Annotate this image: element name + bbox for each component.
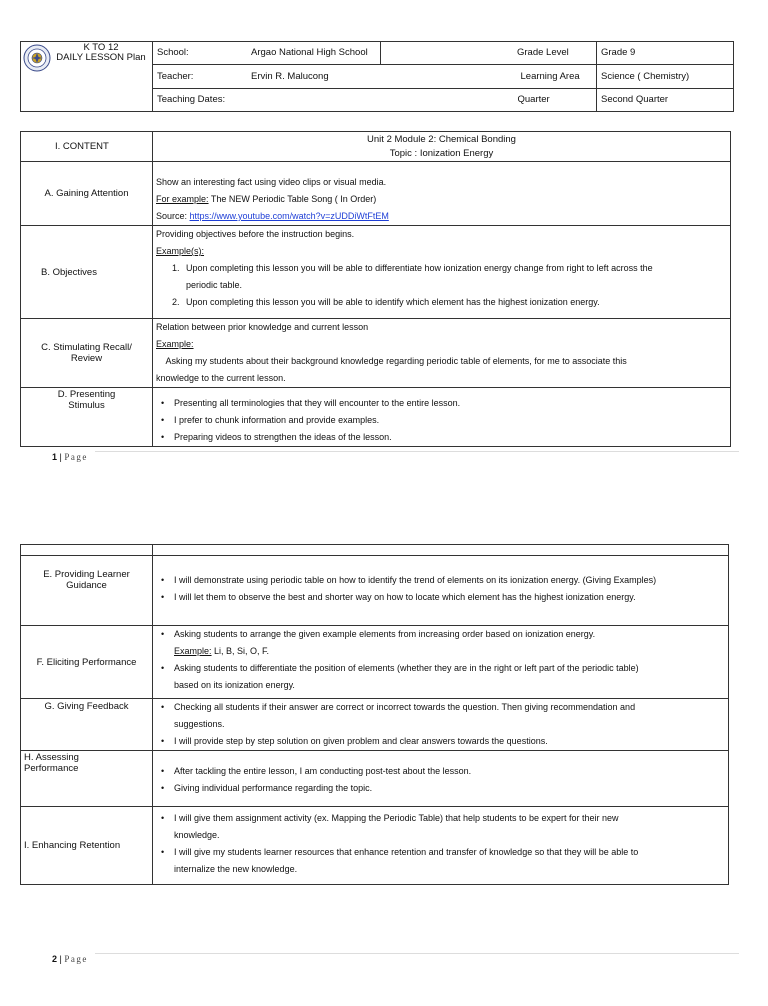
objectives-label: B. Objectives — [41, 266, 97, 278]
objective-2-text: Upon completing this lesson you will be able to identify which element has the highest ionization energy. — [186, 297, 600, 307]
g-bullet-1-text: Checking all students if their answer are correct or incorrect towards the question. Then giving recommendation and — [174, 702, 636, 712]
bullet-icon: • — [161, 736, 165, 746]
grade-value: Grade 9 — [601, 47, 636, 58]
stimulus-row — [21, 388, 731, 447]
eliciting-label: F. Eliciting Performance — [36, 656, 137, 668]
school-label: School: — [157, 47, 189, 58]
feedback-label: G. Giving Feedback — [44, 701, 129, 712]
f-bullet-2 — [156, 660, 728, 677]
objective-1-num: 1. — [172, 263, 180, 273]
i-bullet-2 — [156, 844, 728, 861]
objective-1-text: Upon completing this lesson you will be able to differentiate how ionization energy change from right to left across the — [186, 263, 653, 273]
f-bullet-1 — [156, 626, 728, 643]
e-bullet-2 — [156, 589, 728, 606]
lesson-table-page1 — [20, 131, 731, 447]
objective-2 — [156, 294, 730, 311]
teacher-label: Teacher: — [157, 71, 194, 82]
bullet-icon: • — [161, 629, 165, 639]
c-line3: Asking my students about their background knowledge regarding periodic table of elements, for me to associate this — [156, 356, 627, 366]
d-bullet-3 — [156, 429, 730, 446]
guidance-label-1: E. Providing Learner — [43, 569, 130, 580]
b-line1: Providing objectives before the instruction begins. — [156, 229, 355, 239]
recall-label-2: Review — [70, 353, 103, 364]
area-value-cell — [597, 65, 734, 89]
header-table — [20, 41, 734, 112]
c-line4: knowledge to the current lesson. — [156, 373, 286, 383]
bullet-icon: • — [161, 783, 165, 793]
content-row — [21, 132, 731, 162]
bullet-icon: • — [161, 847, 165, 857]
page-word-1: Page — [64, 452, 88, 462]
a-example — [156, 191, 730, 208]
stimulus-label-2: Stimulus — [68, 400, 105, 411]
h-bullet-1 — [156, 763, 728, 780]
a-source-label: Source: — [156, 211, 190, 221]
area-value: Science ( Chemistry) — [601, 71, 690, 82]
page-number-1: 1 — [52, 452, 58, 462]
assessing-label-2: Performance — [24, 763, 79, 774]
objectives-row — [21, 226, 731, 319]
page-divider-1 — [95, 451, 739, 452]
d-bullet-2-text: I prefer to chunk information and provide examples. — [174, 415, 380, 425]
h-bullet-2 — [156, 780, 728, 797]
bullet-icon: • — [161, 415, 165, 425]
grade-label-cell — [381, 42, 597, 65]
a-source — [156, 208, 730, 225]
f-example — [156, 643, 728, 660]
i-bullet-1-text: I will give them assignment activity (ex. Mapping the Periodic Table) that help students to be expert for their new — [174, 813, 619, 823]
content-label: I. CONTENT — [55, 141, 109, 152]
g-bullet-1 — [156, 699, 728, 716]
page-footer-1 — [52, 452, 88, 462]
g-bullet-2-text: I will provide step by step solution on given problem and clear answers towards the questions. — [174, 736, 548, 746]
gaining-attention-row — [21, 162, 731, 226]
i-bullet-1 — [156, 810, 728, 827]
stimulus-label-1: D. Presenting — [57, 389, 116, 400]
guidance-label-2: Guidance — [66, 580, 107, 591]
school-cell — [153, 42, 381, 65]
feedback-row — [21, 699, 729, 751]
unit-title: Unit 2 Module 2: Chemical Bonding — [367, 134, 516, 145]
school-value: Argao National High School — [251, 47, 368, 58]
f-bullet-2-text: Asking students to differentiate the position of elements (whether they are in the right or left part of the periodic table) — [174, 663, 639, 673]
dates-cell — [153, 89, 381, 112]
b-example-label: Example(s): — [156, 246, 205, 256]
quarter-label-cell — [381, 89, 597, 112]
bullet-icon: • — [161, 702, 165, 712]
eliciting-row — [21, 626, 729, 699]
page-sep-2: | — [57, 954, 65, 964]
page-divider-2 — [95, 953, 739, 954]
grade-value-cell — [597, 42, 734, 65]
teacher-value: Ervin R. Malucong — [251, 71, 329, 82]
recall-row — [21, 319, 731, 388]
g-bullet-1-cont: suggestions. — [174, 719, 225, 729]
bullet-icon: • — [161, 766, 165, 776]
page-number-2: 2 — [52, 954, 58, 964]
bullet-icon: • — [161, 398, 165, 408]
objective-1-cont: periodic table. — [186, 280, 243, 290]
d-bullet-3-text: Preparing videos to strengthen the ideas of the lesson. — [174, 432, 392, 442]
area-label: Learning Area — [520, 71, 580, 82]
e-bullet-1-text: I will demonstrate using periodic table on how to identify the trend of elements on its ionization energy. (Giving Examples) — [174, 575, 657, 585]
h-bullet-1-text: After tackling the entire lesson, I am conducting post-test about the lesson. — [174, 766, 472, 776]
f-bullet-2-cont: based on its ionization energy. — [174, 680, 295, 690]
c-line1: Relation between prior knowledge and current lesson — [156, 322, 369, 332]
assessing-row — [21, 751, 729, 807]
h-bullet-2-text: Giving individual performance regarding the topic. — [174, 783, 373, 793]
quarter-value-cell — [597, 89, 734, 112]
teacher-cell — [153, 65, 381, 89]
a-example-text: The NEW Periodic Table Song ( In Order) — [208, 194, 377, 204]
quarter-label: Quarter — [517, 94, 550, 105]
dates-label: Teaching Dates: — [157, 94, 226, 105]
a-example-label: For example: — [156, 194, 209, 204]
g-bullet-2 — [156, 733, 728, 750]
title-line2: DAILY LESSON Plan — [56, 52, 146, 63]
page-word-2: Page — [64, 954, 88, 964]
assessing-label-1: H. Assessing — [24, 752, 79, 763]
retention-row — [21, 807, 729, 885]
a-line1: Show an interesting fact using video clips or visual media. — [156, 177, 387, 187]
continuation-row — [21, 545, 729, 556]
i-bullet-1-cont: knowledge. — [174, 830, 220, 840]
bullet-icon: • — [161, 432, 165, 442]
guidance-row — [21, 556, 729, 626]
d-bullet-2 — [156, 412, 730, 429]
retention-label: I. Enhancing Retention — [24, 840, 121, 851]
title-line1: K TO 12 — [83, 42, 119, 53]
objective-1 — [156, 260, 730, 277]
i-bullet-2-text: I will give my students learner resources that enhance retention and transfer of knowledge so that they will be able to — [174, 847, 639, 857]
objective-2-num: 2. — [172, 297, 180, 307]
lesson-table-page2 — [20, 544, 729, 885]
f-bullet-1-text: Asking students to arrange the given example elements from increasing order based on ionization energy. — [174, 629, 596, 639]
e-bullet-2-text: I will let them to observe the best and shorter way on how to locate which element has the highest ionization energy. — [174, 592, 636, 602]
gaining-attention-label: A. Gaining Attention — [44, 188, 129, 199]
i-bullet-2-cont: internalize the new knowledge. — [174, 864, 298, 874]
grade-label: Grade Level — [517, 47, 569, 58]
area-label-cell — [381, 65, 597, 89]
page-footer-2 — [52, 954, 88, 964]
bullet-icon: • — [161, 663, 165, 673]
quarter-value: Second Quarter — [601, 94, 669, 105]
youtube-link[interactable]: https://www.youtube.com/watch?v=zUDDiWtFtEM — [189, 211, 389, 221]
page-sep-1: | — [57, 452, 65, 462]
d-bullet-1 — [156, 395, 730, 412]
f-example-text: Li, B, Si, O, F. — [211, 646, 270, 656]
recall-label-1: C. Stimulating Recall/ — [41, 342, 132, 353]
f-example-label: Example: — [174, 646, 212, 656]
title-cell — [21, 42, 153, 112]
c-example-label: Example: — [156, 339, 194, 349]
bullet-icon: • — [161, 592, 165, 602]
topic-title: Topic : Ionization Energy — [389, 148, 494, 159]
d-bullet-1-text: Presenting all terminologies that they will encounter to the entire lesson. — [174, 398, 461, 408]
deped-seal-icon — [23, 44, 51, 72]
e-bullet-1 — [156, 572, 728, 589]
bullet-icon: • — [161, 813, 165, 823]
bullet-icon: • — [161, 575, 165, 585]
